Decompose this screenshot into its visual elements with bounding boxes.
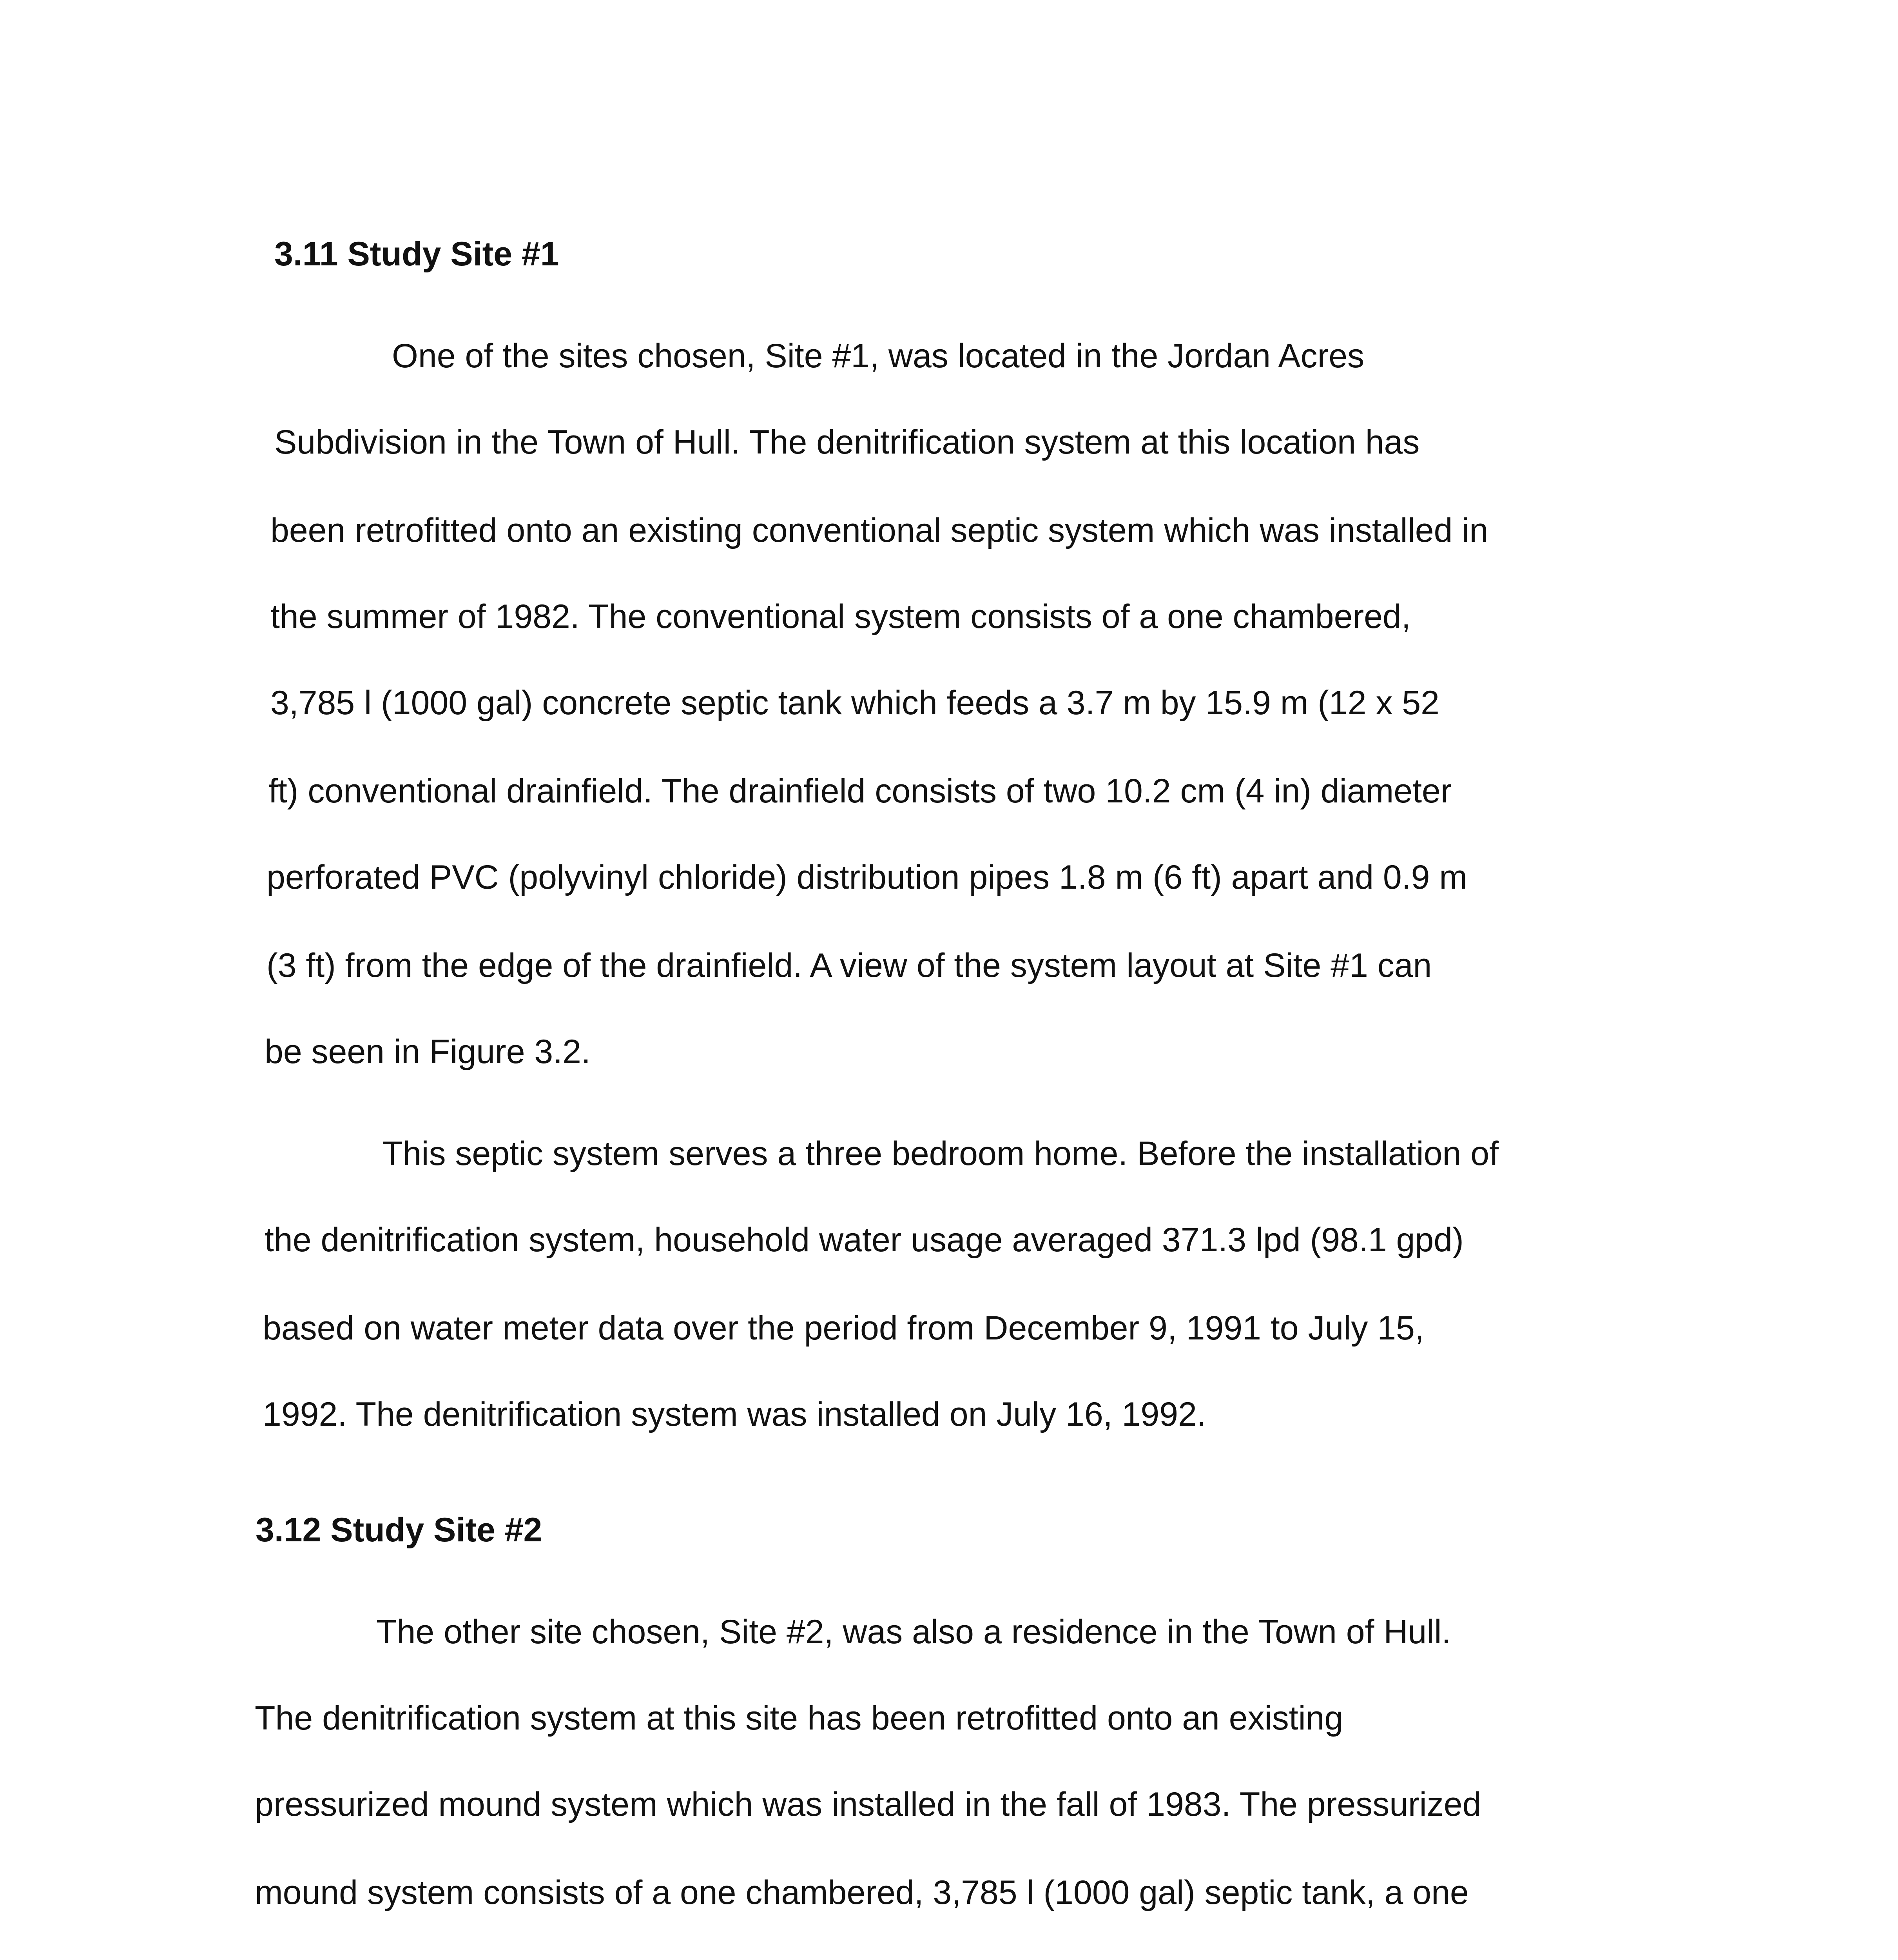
section-heading-study-site-1: 3.11 Study Site #1 <box>274 235 559 273</box>
text-line: The other site chosen, Site #2, was also a residence in the Town of Hull. <box>376 1613 1451 1651</box>
text-line: based on water meter data over the period from December 9, 1991 to July 15, <box>263 1309 1424 1347</box>
text-line: perforated PVC (polyvinyl chloride) distribution pipes 1.8 m (6 ft) apart and 0.9 m <box>266 858 1468 896</box>
text-line: The denitrification system at this site has been retrofitted onto an existing <box>255 1699 1343 1737</box>
text-line: the summer of 1982. The conventional system consists of a one chambered, <box>270 598 1411 635</box>
section-heading-study-site-2: 3.12 Study Site #2 <box>256 1511 542 1549</box>
text-line: 3,785 l (1000 gal) concrete septic tank which feeds a 3.7 m by 15.9 m (12 x 52 <box>270 684 1439 722</box>
text-line: mound system consists of a one chambered, 3,785 l (1000 gal) septic tank, a one <box>255 1874 1469 1911</box>
text-line: be seen in Figure 3.2. <box>265 1033 591 1071</box>
text-line: been retrofitted onto an existing conventional septic system which was installed in <box>270 512 1488 549</box>
text-line: the denitrification system, household water usage averaged 371.3 lpd (98.1 gpd) <box>265 1221 1464 1259</box>
text-line: ft) conventional drainfield. The drainfield consists of two 10.2 cm (4 in) diameter <box>268 772 1452 810</box>
text-line: (3 ft) from the edge of the drainfield. A view of the system layout at Site #1 can <box>266 947 1432 984</box>
text-line: One of the sites chosen, Site #1, was located in the Jordan Acres <box>392 337 1365 375</box>
text-line: 1992. The denitrification system was installed on July 16, 1992. <box>263 1396 1206 1433</box>
text-line: pressurized mound system which was installed in the fall of 1983. The pressurized <box>255 1786 1481 1823</box>
text-line: This septic system serves a three bedroom home. Before the installation of <box>382 1135 1499 1172</box>
text-line: Subdivision in the Town of Hull. The denitrification system at this location has <box>274 423 1420 461</box>
